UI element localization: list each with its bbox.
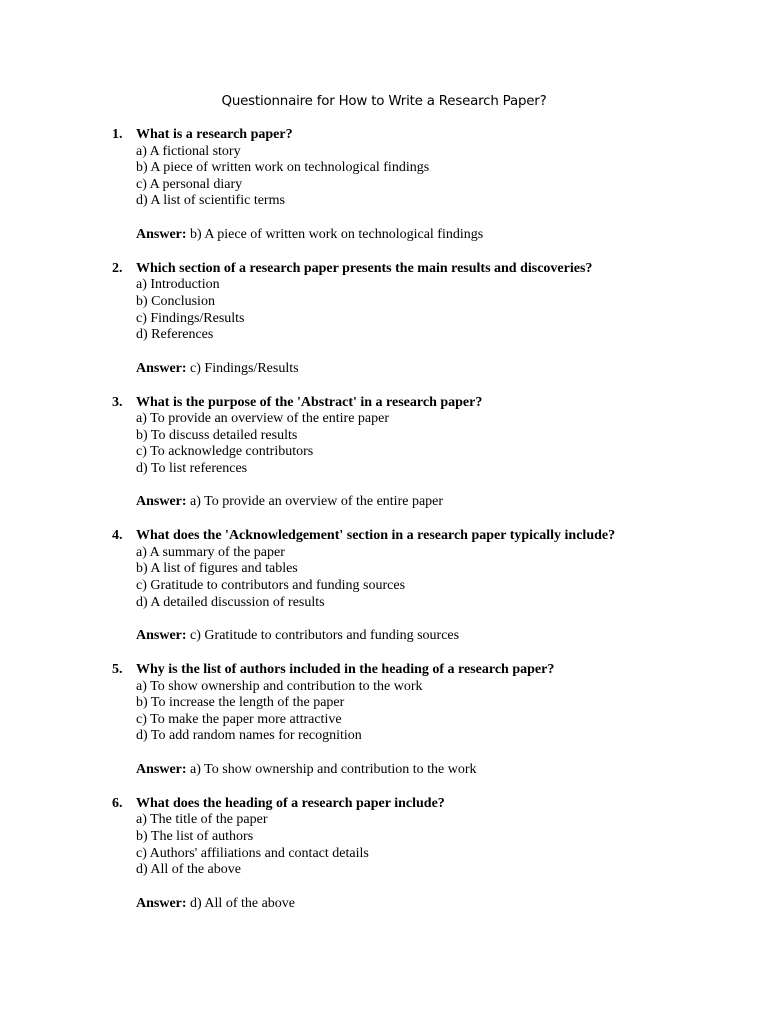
question-item (112, 796, 732, 913)
question-number: 2. (112, 260, 123, 276)
document-title: Questionnaire for How to Write a Research Paper? (221, 94, 547, 109)
answer-option: b) A piece of written work on technological findings (136, 160, 430, 176)
answer-text: d) All of the above (190, 895, 296, 911)
question-item (112, 261, 732, 378)
answer-option: a) A summary of the paper (136, 544, 285, 560)
answer-option: b) The list of authors (136, 828, 254, 844)
answer-option: a) To provide an overview of the entire paper (136, 411, 389, 427)
answer-label: Answer: (136, 761, 187, 777)
answer-text: a) To provide an overview of the entire paper (190, 494, 444, 510)
answer-option: d) A detailed discussion of results (136, 594, 325, 610)
question-text: Why is the list of authors included in the heading of a research paper? (136, 662, 555, 677)
question-text: What is a research paper? (136, 127, 293, 142)
question-text: What does the heading of a research paper include? (136, 795, 445, 811)
answer-option: d) All of the above (136, 862, 241, 878)
answer-option: a) Introduction (136, 277, 220, 293)
answer-option: b) To increase the length of the paper (136, 695, 345, 711)
answer-option: a) The title of the paper (136, 812, 268, 828)
answer-label: Answer: (136, 895, 187, 911)
answer-label: Answer: (136, 494, 187, 510)
question-number: 3. (112, 394, 123, 410)
answer-line (136, 227, 732, 244)
answer-option: c) Authors' affiliations and contact details (136, 845, 369, 861)
answer-line (136, 628, 732, 645)
answer-option: c) To make the paper more attractive (136, 711, 342, 727)
question-text: Which section of a research paper presents the main results and discoveries? (136, 260, 593, 276)
answer-option: d) A list of scientific terms (136, 193, 285, 209)
question-item (112, 528, 732, 645)
answer-option: b) Conclusion (136, 293, 215, 309)
answer-label: Answer: (136, 226, 187, 242)
answer-option: c) Gratitude to contributors and funding sources (136, 578, 406, 594)
answer-option: c) To acknowledge contributors (136, 444, 314, 460)
question-list (112, 127, 732, 930)
answer-option: d) To add random names for recognition (136, 728, 362, 744)
question-number: 1. (112, 127, 123, 142)
question-number: 4. (112, 528, 123, 544)
question-number: 5. (112, 662, 123, 677)
answer-label: Answer: (136, 360, 187, 376)
answer-text: c) Gratitude to contributors and funding sources (190, 628, 460, 644)
answer-option: b) A list of figures and tables (136, 561, 298, 577)
answer-text: a) To show ownership and contribution to the work (190, 761, 477, 777)
answer-option: a) To show ownership and contribution to the work (136, 678, 423, 694)
question-item (112, 662, 732, 779)
answer-option: d) To list references (136, 460, 248, 476)
answer-option: b) To discuss detailed results (136, 427, 298, 443)
answer-option: c) A personal diary (136, 176, 243, 192)
question-text: What is the purpose of the 'Abstract' in a research paper? (136, 394, 483, 410)
answer-option: a) A fictional story (136, 143, 241, 159)
answer-text: c) Findings/Results (190, 360, 299, 376)
answer-line (136, 361, 732, 378)
question-item (112, 395, 732, 512)
answer-line (136, 896, 732, 913)
answer-line (136, 762, 732, 779)
question-text: What does the 'Acknowledgement' section in a research paper typically include? (136, 528, 616, 544)
question-number: 6. (112, 795, 123, 811)
question-item (112, 127, 732, 244)
answer-option: d) References (136, 327, 214, 343)
answer-option: c) Findings/Results (136, 310, 245, 326)
answer-text: b) A piece of written work on technological findings (190, 226, 484, 242)
answer-line (136, 494, 732, 511)
answer-label: Answer: (136, 628, 187, 644)
